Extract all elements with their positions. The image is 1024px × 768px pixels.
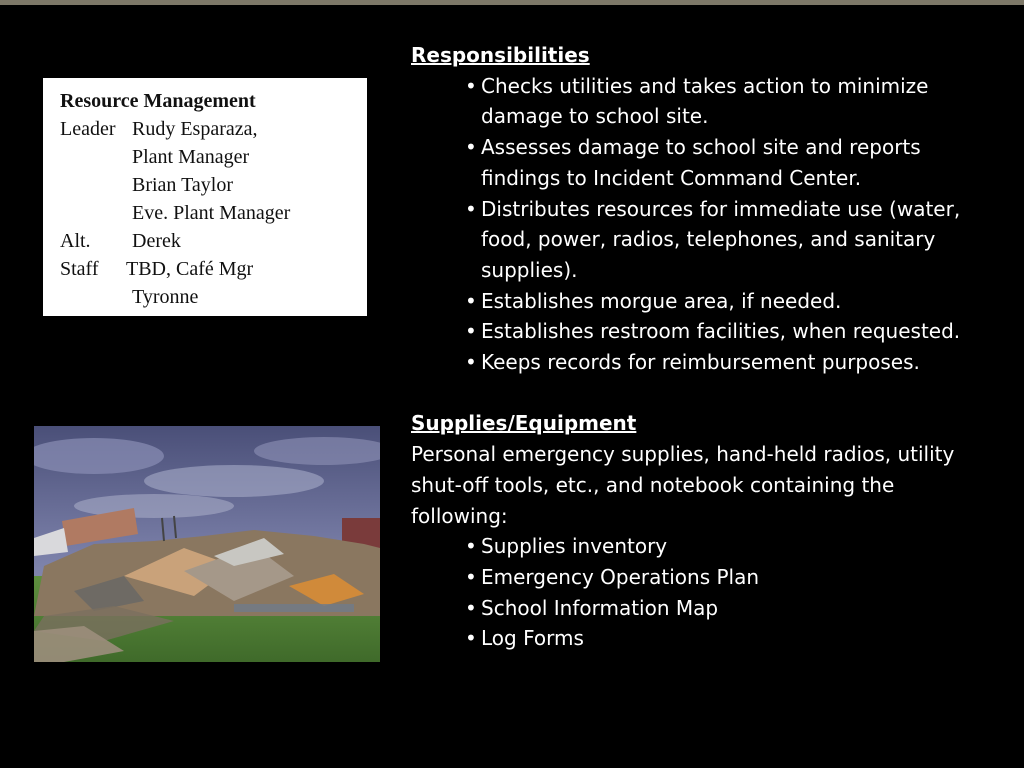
roster-row xyxy=(60,115,367,143)
list-item: • Keeps records for reimbursement purposes. xyxy=(411,347,971,378)
roster-name: Tyronne xyxy=(132,286,199,308)
list-item: • Log Forms xyxy=(411,623,971,654)
roster-name: Eve. Plant Manager xyxy=(132,202,291,224)
list-item: • Establishes morgue area, if needed. xyxy=(411,286,971,317)
roster-title: Resource Management xyxy=(60,90,256,112)
storm-damage-photo xyxy=(34,426,380,662)
roster-row xyxy=(60,227,367,255)
list-item: • Supplies inventory xyxy=(411,531,971,562)
roster-name: Derek xyxy=(132,230,181,252)
roster-row xyxy=(60,171,367,199)
content-column xyxy=(411,40,971,654)
list-item: • School Information Map xyxy=(411,593,971,624)
roster-name: Brian Taylor xyxy=(132,174,233,196)
list-item: • Establishes restroom facilities, when requested. xyxy=(411,316,971,347)
roster-role: Staff xyxy=(60,258,99,280)
top-accent-bar xyxy=(0,0,1024,5)
roster-name: Rudy Esparaza, xyxy=(132,118,258,140)
supplies-heading: Supplies/Equipment xyxy=(411,411,637,436)
supplies-intro: Personal emergency supplies, hand-held radios, utility shut-off tools, etc., and notebook containing the following: xyxy=(411,442,955,528)
responsibilities-list xyxy=(411,71,971,378)
roster-row xyxy=(60,255,367,283)
roster-name: TBD, Café Mgr xyxy=(126,258,254,280)
roster-row xyxy=(60,283,367,311)
responsibilities-heading: Responsibilities xyxy=(411,43,590,67)
resource-management-roster xyxy=(43,78,367,316)
roster-role: Leader xyxy=(60,118,116,140)
list-item: • Assesses damage to school site and reports findings to Incident Command Center. xyxy=(411,132,971,193)
roster-name: Plant Manager xyxy=(132,146,250,168)
roster-row xyxy=(60,143,367,171)
list-item: • Distributes resources for immediate use (water, food, power, radios, telephones, and sanitary supplies). xyxy=(411,194,971,286)
supplies-list xyxy=(411,531,971,654)
roster-role: Alt. xyxy=(60,230,91,252)
list-item: • Emergency Operations Plan xyxy=(411,562,971,593)
roster-row xyxy=(60,199,367,227)
list-item: • Checks utilities and takes action to minimize damage to school site. xyxy=(411,71,971,132)
